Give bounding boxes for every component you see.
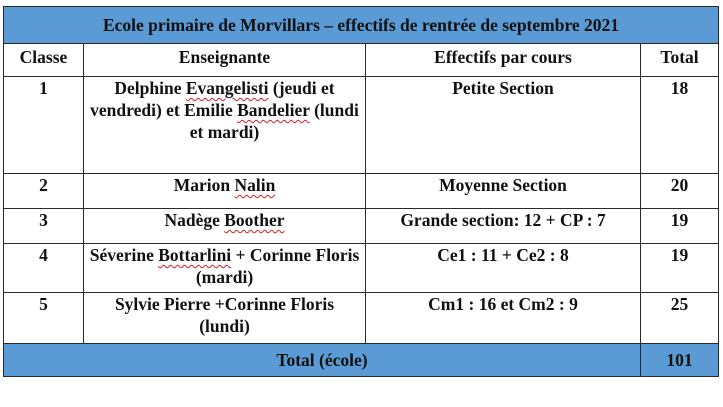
total-row [4, 344, 719, 377]
teacher-text: Sylvie Pierre +Corinne Floris (lundi) [114, 294, 335, 336]
cell-total: 25 [641, 293, 719, 344]
header-effectifs: Effectifs par cours [366, 44, 641, 77]
cell-enseignante [84, 293, 366, 344]
teacher-text: Evangelisti [185, 78, 269, 98]
cell-cours: Petite Section [366, 77, 641, 174]
table-row [4, 244, 719, 293]
total-label: Total (école) [4, 344, 641, 377]
teacher-text: + Corinne Floris (mardi) [195, 245, 360, 287]
teacher-text: Marion [173, 175, 235, 195]
teacher-text: Boother [224, 210, 285, 230]
header-classe: Classe [4, 44, 84, 77]
cell-enseignante [84, 174, 366, 209]
cell-classe: 3 [4, 209, 84, 244]
cell-enseignante [84, 244, 366, 293]
enrollment-table-container [3, 6, 718, 377]
teacher-text: Bottarlini [158, 245, 232, 265]
cell-enseignante [84, 77, 366, 174]
teacher-text: Bandelier [237, 100, 310, 120]
cell-cours: Grande section: 12 + CP : 7 [366, 209, 641, 244]
table-row [4, 77, 719, 174]
table-row [4, 293, 719, 344]
table-title: Ecole primaire de Morvillars – effectifs de rentrée de septembre 2021 [4, 7, 719, 44]
cell-classe: 2 [4, 174, 84, 209]
enrollment-table [3, 6, 719, 377]
table-row [4, 209, 719, 244]
cell-total: 19 [641, 209, 719, 244]
header-row [4, 44, 719, 77]
cell-total: 19 [641, 244, 719, 293]
total-value: 101 [641, 344, 719, 377]
table-title-row [4, 7, 719, 44]
teacher-text: Nalin [234, 175, 276, 195]
cell-classe: 1 [4, 77, 84, 174]
header-total: Total [641, 44, 719, 77]
cell-total: 20 [641, 174, 719, 209]
cell-classe: 4 [4, 244, 84, 293]
teacher-text: Séverine [89, 245, 159, 265]
teacher-text: (lundi et mardi) [189, 100, 359, 142]
header-enseignante: Enseignante [84, 44, 366, 77]
table-row [4, 174, 719, 209]
cell-cours: Cm1 : 16 et Cm2 : 9 [366, 293, 641, 344]
cell-classe: 5 [4, 293, 84, 344]
teacher-text: (jeudi et vendredi) et Emilie [90, 78, 335, 120]
cell-cours: Ce1 : 11 + Ce2 : 8 [366, 244, 641, 293]
cell-enseignante [84, 209, 366, 244]
cell-total: 18 [641, 77, 719, 174]
cell-cours: Moyenne Section [366, 174, 641, 209]
teacher-text: Nadège [164, 210, 225, 230]
teacher-text: Delphine [114, 78, 186, 98]
